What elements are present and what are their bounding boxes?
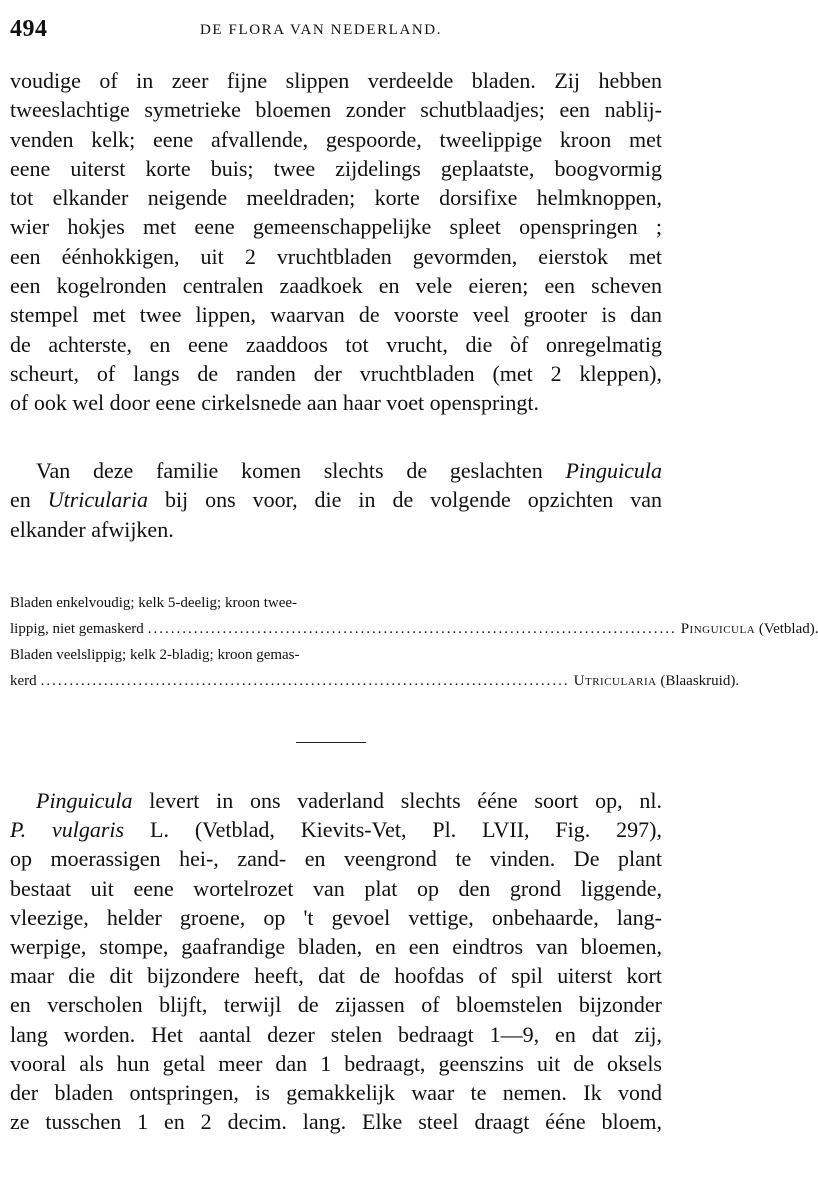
text-line: ze tusschen 1 en 2 decim. lang. Elke steel draagt ééne bloem, bbox=[10, 1109, 662, 1135]
key-description: Bladen enkelvoudig; kelk 5-deelig; kroon twee- bbox=[10, 595, 297, 611]
running-title: DE FLORA VAN NEDERLAND. bbox=[200, 22, 443, 38]
text-line: stempel met twee lippen, waarvan de voorste veel grooter is dan bbox=[10, 302, 662, 328]
text-line: en verscholen blijft, terwijl de zijassen of bloemstelen bijzonder bbox=[10, 992, 662, 1018]
key-description: kerd bbox=[10, 673, 37, 689]
key-row bbox=[10, 668, 740, 694]
text-run: L. (Vetblad, Kievits-Vet, Pl. LVII, Fig. 297), bbox=[150, 817, 662, 843]
text-line: vleezige, helder groene, op 't gevoel vettige, onbehaarde, lang- bbox=[10, 904, 662, 930]
text-line: de achterste, en eene zaaddoos tot vrucht, die òf onregelmatig bbox=[10, 331, 662, 357]
text-line: of ook wel door eene cirkelsnede aan haar voet openspringt. bbox=[10, 390, 540, 416]
key-description: lippig, niet gemaskerd bbox=[10, 621, 144, 637]
text-run: Van deze familie komen slechts de geslachten bbox=[36, 458, 543, 483]
genus-name: Pinguicula bbox=[36, 788, 133, 813]
text-line bbox=[10, 485, 662, 514]
key-row bbox=[10, 590, 662, 616]
dot-leader: ............................................................................................ bbox=[147, 621, 677, 637]
genus-name: Utricularia bbox=[47, 487, 148, 513]
key-row bbox=[10, 616, 818, 642]
dot-leader: ............................................................................................ bbox=[40, 673, 570, 689]
text-line: der bladen ontspringen, is gemakkelijk waar te nemen. Ik vond bbox=[10, 1080, 662, 1106]
paragraph-pinguicula bbox=[10, 786, 662, 1136]
common-name: (Vetblad). bbox=[758, 621, 818, 637]
text-line bbox=[10, 456, 662, 485]
text-line: scheurt, of langs de randen der vruchtbladen (met 2 kleppen), bbox=[10, 360, 662, 386]
key-row bbox=[10, 642, 662, 668]
text-line bbox=[10, 815, 662, 844]
paragraph-family-description bbox=[10, 66, 662, 418]
text-line: tweeslachtige symetrieke bloemen zonder schutblaadjes; een nablij- bbox=[10, 97, 662, 123]
page-header bbox=[10, 16, 660, 46]
text-line: eene uiterst korte buis; twee zijdelings geplaatste, boogvormig bbox=[10, 155, 662, 181]
text-line: elkander afwijken. bbox=[10, 516, 174, 542]
text-line: vooral als hun getal meer dan 1 bedraagt, geenszins uit de oksels bbox=[10, 1050, 662, 1076]
identification-key bbox=[10, 590, 818, 694]
key-genus bbox=[574, 668, 739, 694]
paragraph-genera-intro bbox=[10, 456, 662, 544]
text-line: lang worden. Het aantal dezer stelen bedraagt 1—9, en dat zij, bbox=[10, 1021, 662, 1047]
genus-name: Pinguicula bbox=[565, 458, 663, 483]
text-line: bestaat uit eene wortelrozet van plat op den grond liggende, bbox=[10, 875, 662, 901]
text-line: werpige, stompe, gaafrandige bladen, en een eindtros van bloemen, bbox=[10, 934, 662, 960]
text-line: op moerassigen hei-, zand- en veengrond te vinden. De plant bbox=[10, 846, 662, 872]
page-number: 494 bbox=[10, 16, 48, 42]
text-line: een kogelronden centralen zaadkoek en vele eieren; een scheven bbox=[10, 273, 662, 299]
text-line bbox=[10, 786, 662, 815]
key-genus bbox=[681, 616, 818, 642]
text-line: wier hokjes met eene gemeenschappelijke spleet openspringen ; bbox=[10, 214, 662, 240]
key-description: Bladen veelslippig; kelk 2-bladig; kroon gemas- bbox=[10, 647, 300, 663]
text-run: bij ons voor, die in de volgende opzichten van bbox=[164, 487, 663, 513]
section-divider bbox=[296, 742, 366, 743]
genus-name: Utricularia bbox=[573, 673, 657, 689]
text-line: een éénhokkigen, uit 2 vruchtbladen gevormden, eierstok met bbox=[10, 243, 662, 269]
text-line: tot elkander neigende meeldraden; korte dorsifixe helmknoppen, bbox=[10, 185, 662, 211]
text-line: venden kelk; eene afvallende, gespoorde, tweelippige kroon met bbox=[10, 126, 662, 152]
text-line: voudige of in zeer fijne slippen verdeelde bladen. Zij hebben bbox=[10, 68, 662, 93]
species-name: P. vulgaris bbox=[10, 817, 125, 843]
text-line: maar die dit bijzondere heeft, dat de hoofdas of spil uiterst kort bbox=[10, 963, 662, 989]
text-run: levert in ons vaderland slechts ééne soort op, nl. bbox=[149, 788, 662, 813]
common-name: (Blaaskruid). bbox=[660, 673, 740, 689]
genus-name: Pinguicula bbox=[680, 621, 756, 637]
text-run: en bbox=[10, 487, 31, 513]
